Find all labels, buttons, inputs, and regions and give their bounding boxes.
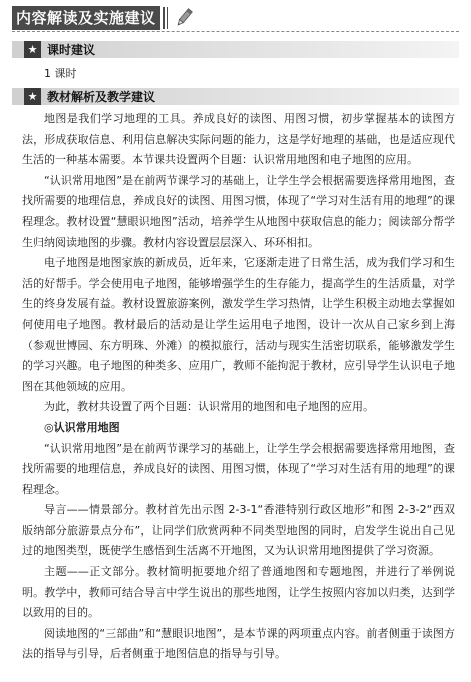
- class-hours-text: 1 课时: [44, 67, 77, 80]
- paragraph: 地图是我们学习地理的工具。养成良好的读图、用图习惯，初步掌握基本的读图方法，形成获取信息、利用信息解决实际问题的能力，这是学好地理的基础，也是适应现代生活的一种基本需要。本节课共设置两个目题：认识常用地图和电子地图的应用。: [22, 112, 455, 167]
- body-text: [22, 109, 455, 665]
- section-header: [12, 6, 195, 30]
- paragraph: 导言——情景部分。教材首先出示图 2-3-1“香港特别行政区地形”和图 2-3-2“西双版纳部分旅游景点分布”，让同学们欣赏两种不同类型地图的同时，启发学生说出自己见过的地图类型，既使学生感悟到生活离不开地图，又为认识常用地图提供了学习资源。: [22, 503, 455, 558]
- paragraph: “认识常用地图”是在前两节课学习的基础上，让学生学会根据需要选择常用地图，查找所需要的地理信息，养成良好的读图、用图习惯，体现了“学习对生活有用的地理”的课程理念。教材设置“慧眼识地图”活动，培养学生从地图中获取信息的能力；阅读部分帮学生归纳阅读地图的步骤。教材内容设置层层深入、环环相扣。: [22, 173, 455, 249]
- paragraph: 为此，教材共设置了两个目题：认识常用的地图和电子地图的应用。: [44, 400, 374, 414]
- header-rule: [12, 31, 459, 32]
- section-title-analysis: 教材解析及教学建议: [47, 90, 156, 104]
- star-icon: ★: [24, 41, 41, 58]
- paragraph: 电子地图是地图家族的新成员，近年来，它逐渐走进了日常生活，成为我们学习和生活的好帮手。学会使用电子地图，能够增强学生的生存能力，提高学生的生活质量，对学生的终身发展有益。教材设置旅游案例，激发学生学习热情，让学生积极主动地去掌握如何使用电子地图。教材最后的活动是让学生运用电子地图，设计一次从自己家乡到上海（参观世博园、东方明珠、外滩）的模拟旅行，活动与现实生活密切联系，能够激发学生的学习兴趣。电子地图的种类多、应用广，教师不能拘泥于教材，应引导学生认识电子地图在其他领域的应用。: [22, 256, 455, 393]
- pencil-icon: [173, 7, 195, 29]
- paragraph: “认识常用地图”是在前两节课学习的基础上，让学生学会根据需要选择常用地图，查找所需要的地理信息，养成良好的读图、用图习惯，体现了“学习对生活有用的地理”的课程理念。: [22, 441, 455, 496]
- paragraph: 阅读地图的“三部曲”和“慧眼识地图”，是本节课的两项重点内容。前者侧重于读图方法的指导与引导，后者侧重于地图信息的指导与引导。: [22, 626, 455, 661]
- section-bar-analysis: [12, 88, 459, 105]
- section-bar-class-hours: [12, 41, 459, 58]
- star-icon: ★: [24, 88, 41, 105]
- header-decoration-bars: [163, 7, 168, 29]
- subheading-common-maps: ◎认识常用地图: [44, 420, 120, 434]
- paragraph: 主题——正文部分。教材简明扼要地介绍了普通地图和专题地图，并进行了举例说明。教学中，教师可结合导言中学生说出的那些地图，让学生按照内容加以归类，达到学以致用的目的。: [22, 565, 455, 620]
- header-title: 内容解读及实施建议: [12, 6, 160, 30]
- section-title-class-hours: 课时建议: [47, 43, 96, 57]
